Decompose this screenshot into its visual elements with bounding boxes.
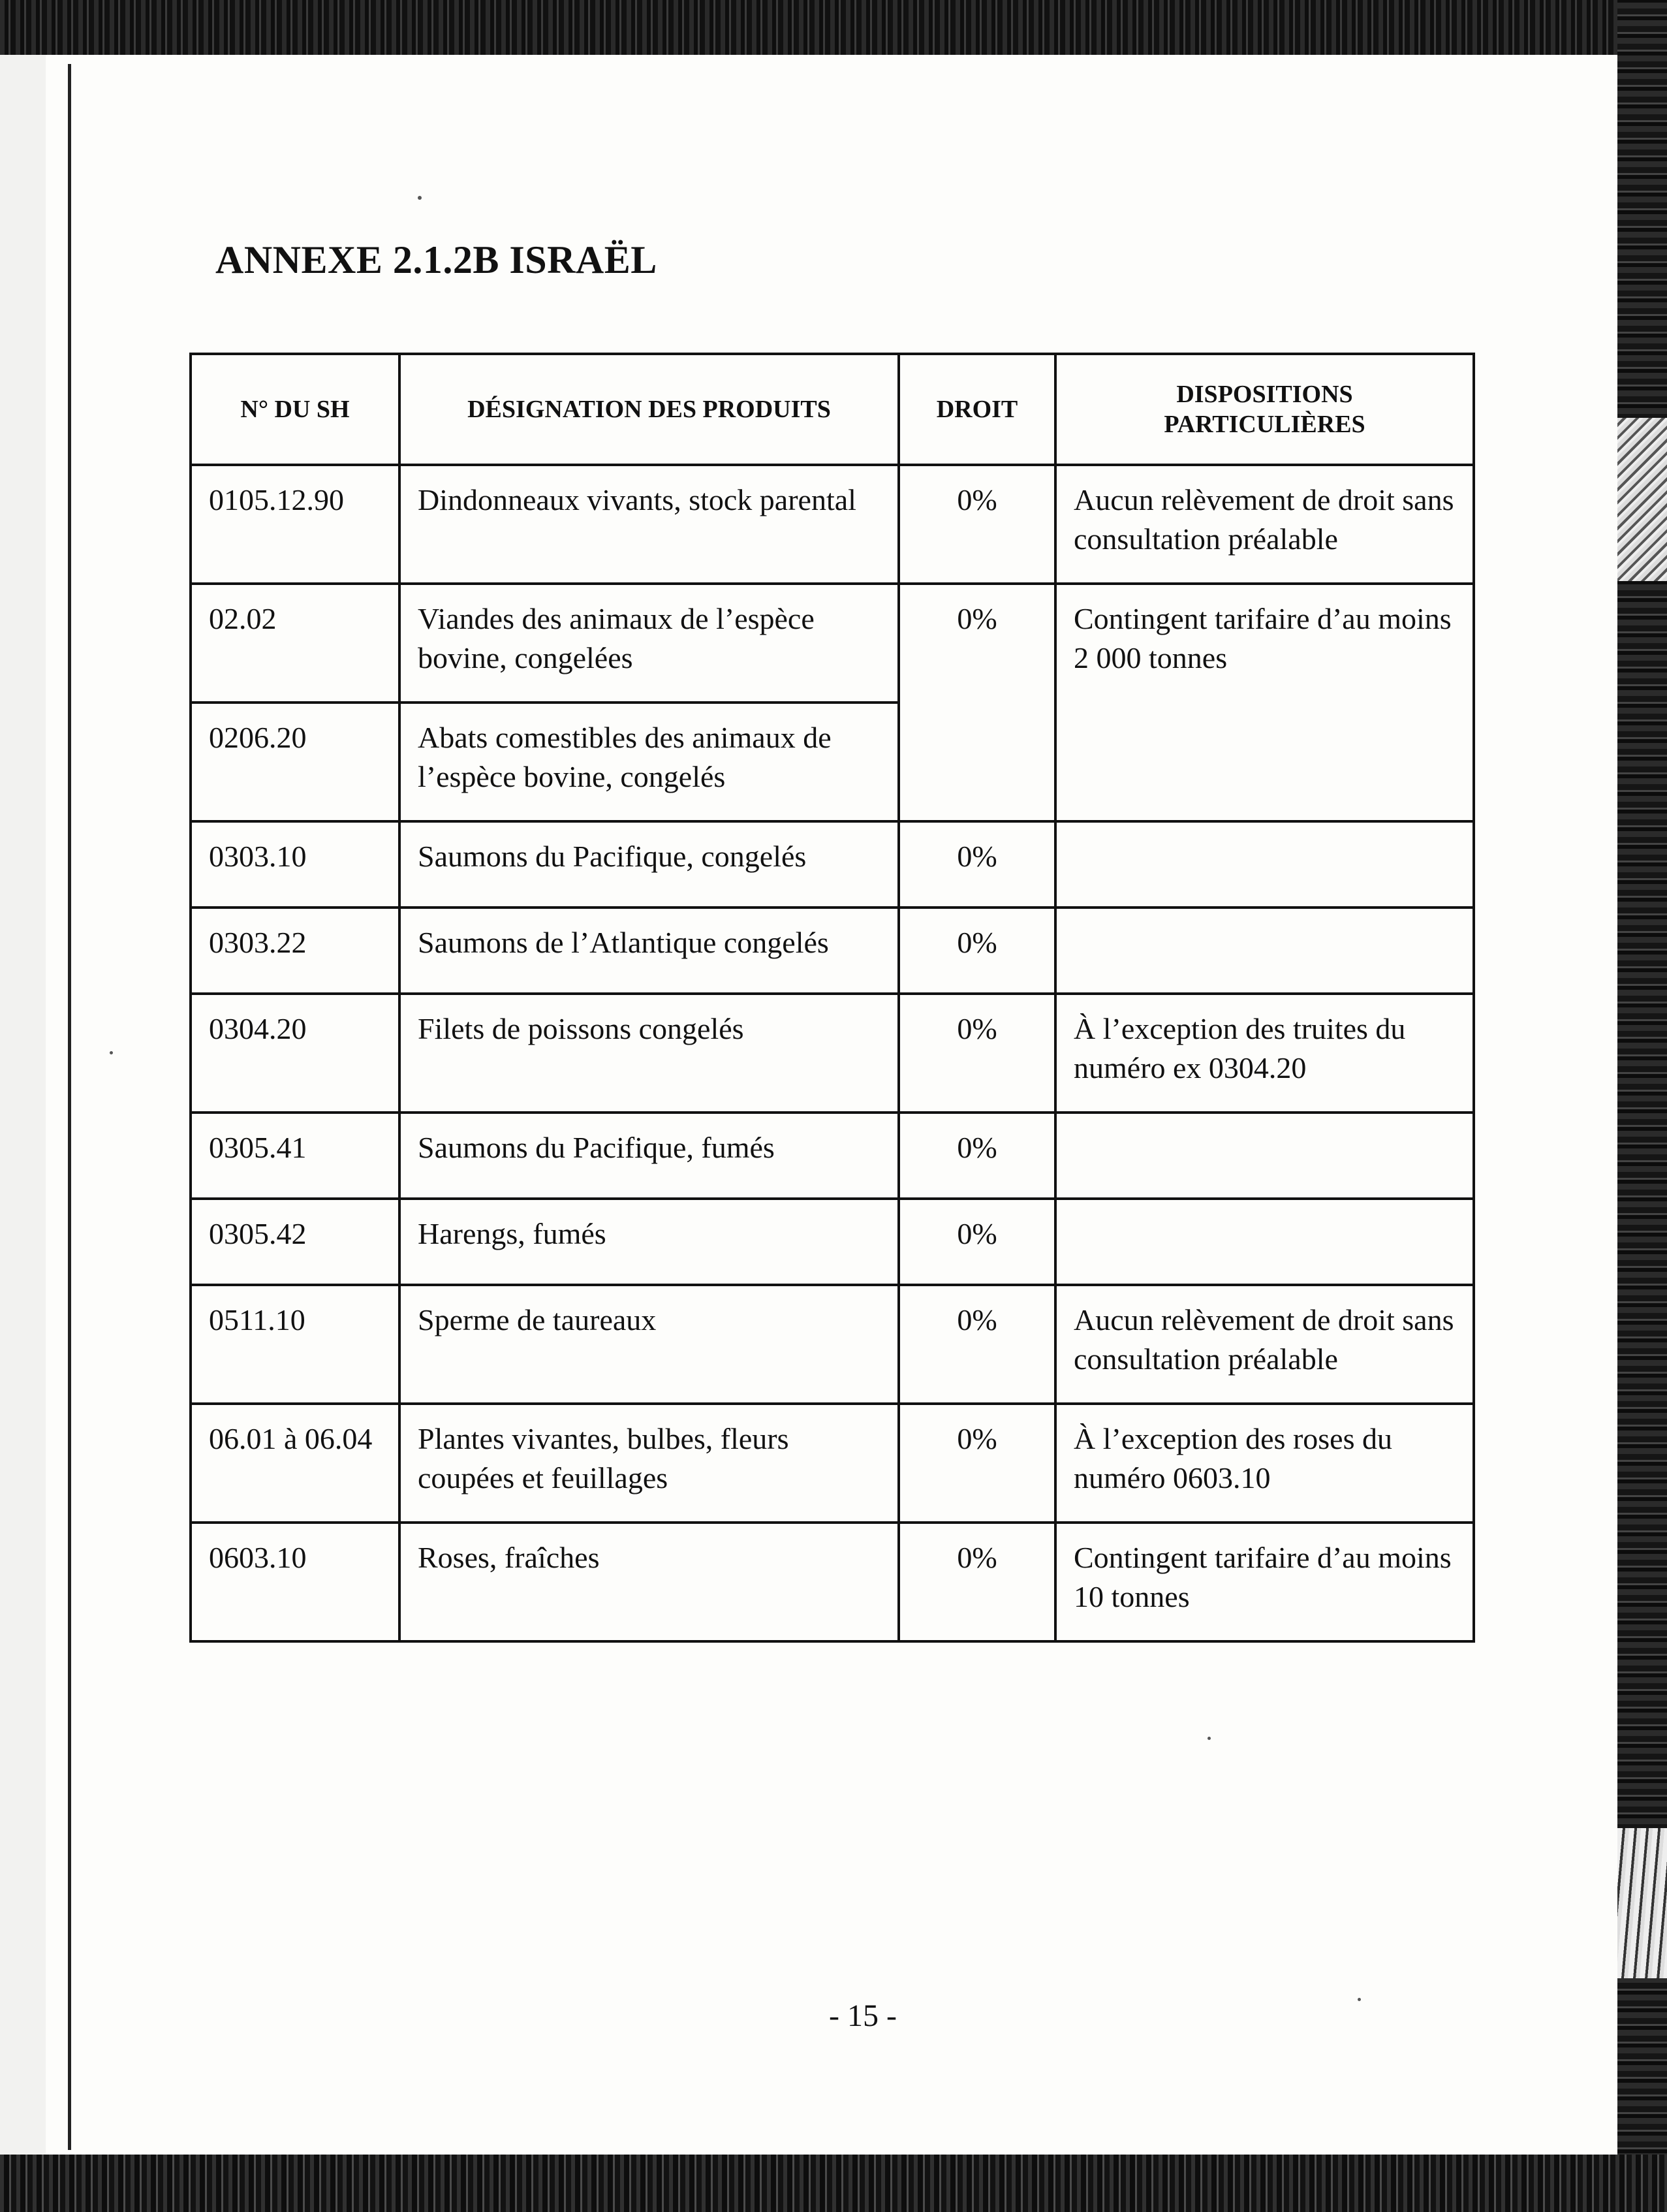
- header-notes-line1: DISPOSITIONS: [1176, 381, 1353, 408]
- cell-rate: 0%: [899, 1523, 1055, 1641]
- cell-hs-code: 02.02: [191, 584, 399, 703]
- cell-designation: Filets de poissons congelés: [399, 994, 899, 1113]
- header-rate: DROIT: [899, 354, 1055, 465]
- scan-speck: [1358, 1998, 1361, 2001]
- cell-rate: 0%: [899, 584, 1055, 821]
- tariff-table: [189, 353, 1475, 1643]
- cell-designation: Saumons du Pacifique, congelés: [399, 821, 899, 908]
- cell-hs-code: 0105.12.90: [191, 465, 399, 584]
- cell-designation: Saumons de l’Atlantique congelés: [399, 908, 899, 994]
- table-row: [191, 1199, 1474, 1285]
- cell-hs-code: 0305.41: [191, 1113, 399, 1199]
- cell-notes: [1055, 1199, 1474, 1285]
- cell-designation: Saumons du Pacifique, fumés: [399, 1113, 899, 1199]
- cell-notes: À l’exception des roses du numéro 0603.10: [1055, 1404, 1474, 1523]
- cell-hs-code: 0206.20: [191, 703, 399, 821]
- scan-border-bottom: [0, 2155, 1667, 2212]
- cell-rate: 0%: [899, 908, 1055, 994]
- cell-notes: [1055, 908, 1474, 994]
- scan-speck: [1207, 1737, 1211, 1740]
- cell-hs-code: 0304.20: [191, 994, 399, 1113]
- table-row: [191, 1404, 1474, 1523]
- table-header-row: [191, 354, 1474, 465]
- cell-rate: 0%: [899, 994, 1055, 1113]
- scan-border-top: [0, 0, 1667, 55]
- cell-hs-code: 0303.22: [191, 908, 399, 994]
- scan-artifact: [1617, 418, 1667, 581]
- cell-notes: Contingent tarifaire d’au moins 10 tonnes: [1055, 1523, 1474, 1641]
- table-row: [191, 1285, 1474, 1404]
- cell-notes: Aucun relèvement de droit sans consultation préalable: [1055, 465, 1474, 584]
- scan-speck: [110, 1051, 113, 1054]
- page-number: - 15 -: [829, 1999, 897, 2033]
- scan-speck: [418, 196, 422, 200]
- cell-designation: Abats comestibles des animaux de l’espèce bovine, congelés: [399, 703, 899, 821]
- scan-artifact: [1617, 1828, 1667, 1978]
- cell-notes: Contingent tarifaire d’au moins 2 000 tonnes: [1055, 584, 1474, 821]
- cell-rate: 0%: [899, 465, 1055, 584]
- table-row: [191, 821, 1474, 908]
- cell-rate: 0%: [899, 1404, 1055, 1523]
- cell-notes: [1055, 1113, 1474, 1199]
- cell-rate: 0%: [899, 1113, 1055, 1199]
- cell-hs-code: 0305.42: [191, 1199, 399, 1285]
- cell-rate: 0%: [899, 1285, 1055, 1404]
- header-designation: DÉSIGNATION DES PRODUITS: [399, 354, 899, 465]
- header-notes: [1055, 354, 1474, 465]
- cell-notes: [1055, 821, 1474, 908]
- cell-notes: À l’exception des truites du numéro ex 0304.20: [1055, 994, 1474, 1113]
- cell-notes: Aucun relèvement de droit sans consultation préalable: [1055, 1285, 1474, 1404]
- cell-hs-code: 0511.10: [191, 1285, 399, 1404]
- table-row: [191, 1113, 1474, 1199]
- table-row: [191, 994, 1474, 1113]
- table-row: [191, 584, 1474, 703]
- page-edge-line: [68, 64, 71, 2150]
- cell-hs-code: 0603.10: [191, 1523, 399, 1641]
- cell-designation: Roses, fraîches: [399, 1523, 899, 1641]
- cell-designation: Plantes vivantes, bulbes, fleurs coupées et feuillages: [399, 1404, 899, 1523]
- table-row: [191, 465, 1474, 584]
- cell-rate: 0%: [899, 1199, 1055, 1285]
- table-row: [191, 908, 1474, 994]
- cell-hs-code: 06.01 à 06.04: [191, 1404, 399, 1523]
- cell-designation: Dindonneaux vivants, stock parental: [399, 465, 899, 584]
- cell-designation: Harengs, fumés: [399, 1199, 899, 1285]
- table-row: [191, 1523, 1474, 1641]
- cell-hs-code: 0303.10: [191, 821, 399, 908]
- header-notes-line2: PARTICULIÈRES: [1164, 411, 1365, 438]
- cell-designation: Sperme de taureaux: [399, 1285, 899, 1404]
- cell-rate: 0%: [899, 821, 1055, 908]
- cell-designation: Viandes des animaux de l’espèce bovine, congelées: [399, 584, 899, 703]
- header-hs-code: N° DU SH: [191, 354, 399, 465]
- scan-margin-left: [0, 55, 46, 2155]
- annex-title: ANNEXE 2.1.2B ISRAËL: [215, 238, 657, 281]
